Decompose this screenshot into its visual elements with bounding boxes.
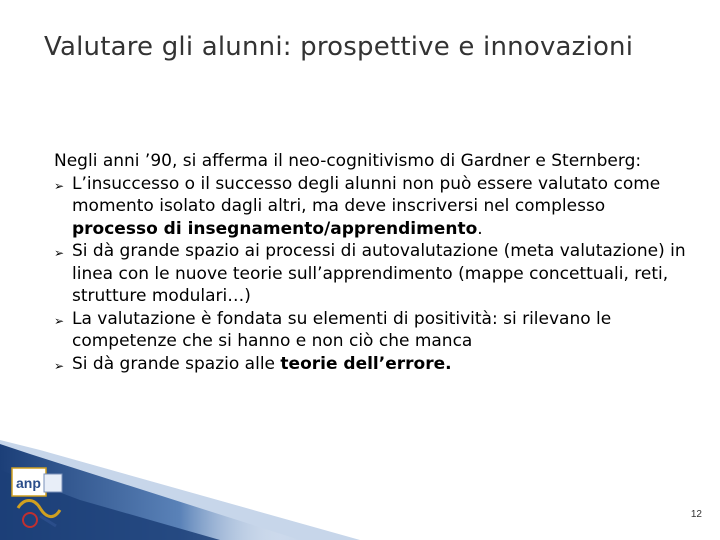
bullet-item (54, 240, 694, 308)
bullet-text: Si dà grande spazio ai processi di autovalutazione (meta valutazione) in linea con le nuove teorie sull’apprendimento (mappe concettuali, reti, strutture modulari…) (72, 241, 686, 306)
bullet-text: Si dà grande spazio alle (72, 353, 281, 374)
bullet-item (54, 173, 694, 241)
slide-body (54, 150, 694, 375)
anp-logo (10, 464, 66, 532)
intro-text: Negli anni ’90, si afferma il neo-cognitivismo di Gardner e Sternberg: (54, 151, 642, 171)
logo-text: anp (16, 475, 41, 491)
slide-title: Valutare gli alunni: prospettive e innovazioni (44, 32, 634, 62)
slide-number: 12 (690, 509, 702, 520)
bullet-emphasis: teorie dell’errore. (280, 353, 452, 374)
bullet-text: La valutazione è fondata su elementi di positività: si rilevano le competenze che si hanno e non ciò che manca (72, 308, 612, 351)
bullet-text-end: . (477, 218, 483, 239)
bullet-item (54, 308, 694, 353)
bullet-emphasis: processo di insegnamento/apprendimento (72, 218, 478, 239)
arrow-bullet-icon: ➢ (54, 358, 65, 373)
arrow-bullet-icon: ➢ (54, 246, 65, 260)
bullet-item (54, 353, 694, 376)
bullet-list (54, 173, 694, 376)
bullet-text: L’insuccesso o il successo degli alunni non può essere valutato come momento isolato dagli altri, ma deve inscriversi nel complesso (72, 173, 661, 216)
arrow-bullet-icon: ➢ (54, 313, 65, 328)
arrow-bullet-icon: ➢ (54, 178, 65, 193)
